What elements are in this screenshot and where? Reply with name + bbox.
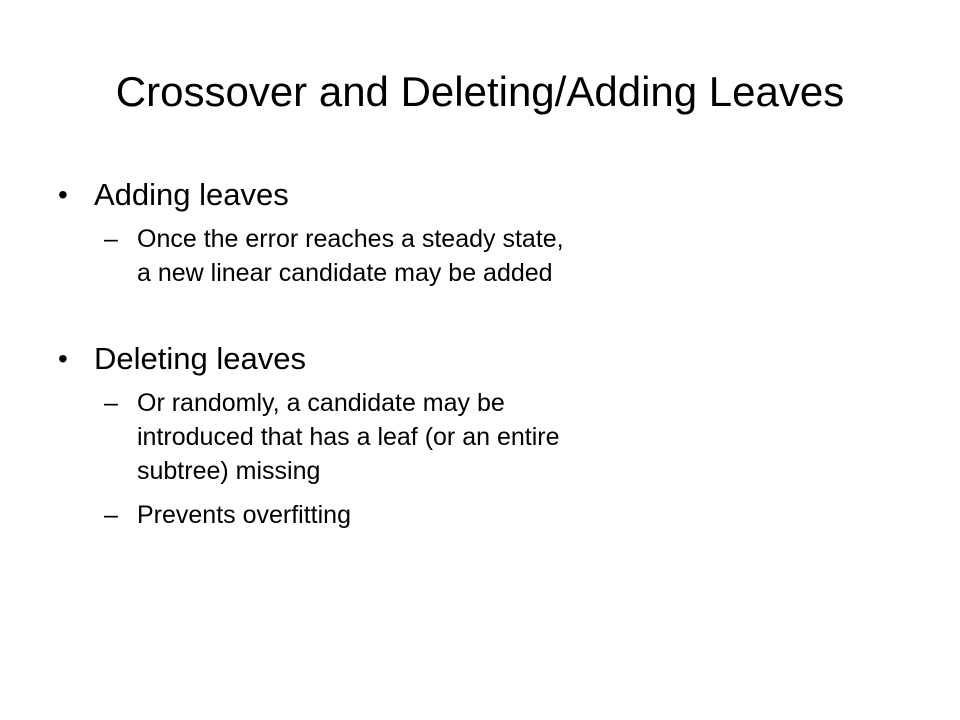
bullet-text: Adding leaves — [94, 177, 289, 212]
sub-bullet-text: Prevents overfitting — [137, 501, 351, 529]
bullet-text: Deleting leaves — [94, 341, 306, 376]
sub-bullet-list — [104, 222, 898, 290]
sub-bullet-item — [104, 498, 898, 532]
slide-title: Crossover and Deleting/Adding Leaves — [115, 68, 845, 115]
sub-bullet-item — [104, 386, 898, 488]
sub-bullet-list — [104, 386, 898, 532]
bullet-item-deleting-leaves — [58, 336, 898, 532]
bullet-head — [58, 336, 898, 382]
sub-bullet-text: Once the error reaches a steady state, a new linear candidate may be added — [137, 225, 564, 287]
sub-bullet-marker: – — [104, 389, 118, 417]
bullet-list — [58, 172, 898, 532]
sub-bullet-marker: – — [104, 501, 118, 529]
sub-bullet-text: Or randomly, a candidate may be introduced that has a leaf (or an entire subtree) missing — [137, 389, 560, 485]
sub-bullet-item — [104, 222, 898, 290]
bullet-marker: • — [58, 343, 68, 374]
sub-bullet-marker: – — [104, 225, 118, 253]
bullet-marker: • — [58, 179, 68, 210]
bullet-item-adding-leaves — [58, 172, 898, 290]
bullet-head — [58, 172, 898, 218]
